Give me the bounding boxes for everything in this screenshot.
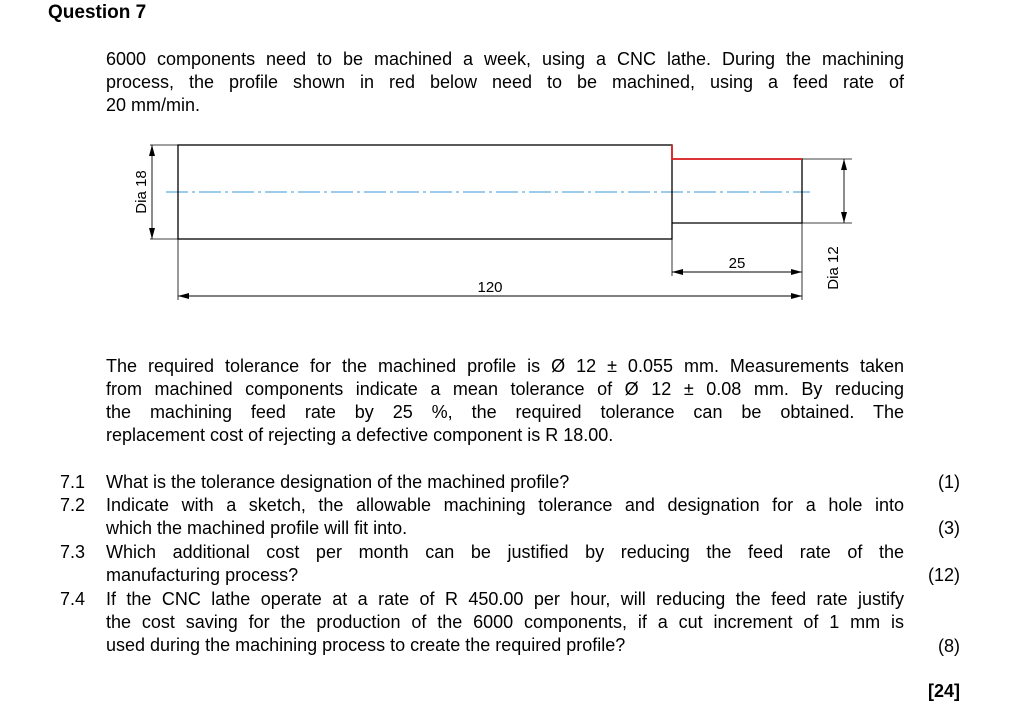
intro-line: 6000 components need to be machined a week, using a CNC lathe. During the machining [106, 49, 904, 69]
subquestion-text [106, 541, 904, 587]
subquestion-text [106, 471, 904, 494]
body-line: replacement cost of rejecting a defective component is R 18.00. [106, 425, 614, 445]
subquestion-number: 7.4 [60, 589, 86, 609]
subquestion-line: Indicate with a sketch, the allowable machining tolerance and designation for a hole into [106, 495, 904, 515]
dia12-label: Dia 12 [825, 246, 842, 290]
subquestion-marks: (8) [938, 636, 960, 656]
dia18-label: Dia 18 [133, 170, 150, 214]
intro-line: 20 mm/min. [106, 95, 201, 115]
subquestion-text [106, 588, 904, 657]
subquestion-line: the cost saving for the production of the 6000 components, if a cut increment of 1 mm is [106, 612, 904, 632]
intro-line: process, the profile shown in red below need to be machined, using a feed rate of [106, 72, 904, 92]
arrowhead [841, 212, 847, 223]
small-cylinder [672, 159, 802, 223]
subquestion-number: 7.3 [60, 542, 86, 562]
subquestion-marks: (1) [938, 472, 960, 492]
body-paragraph [106, 355, 904, 447]
arrowhead [149, 145, 155, 156]
arrowhead [178, 293, 189, 299]
subquestion-line: used during the machining process to create the required profile? [106, 635, 626, 655]
arrowhead [791, 269, 802, 275]
subquestion-number: 7.1 [60, 472, 86, 492]
length120-label: 120 [477, 279, 503, 296]
question-title: Question 7 [48, 2, 147, 23]
arrowhead [672, 269, 683, 275]
body-line: The required tolerance for the machined profile is Ø 12 ± 0.055 mm. Measurements taken [106, 356, 904, 376]
subquestion-marks: (3) [938, 518, 960, 538]
length25-label: 25 [728, 255, 746, 272]
subquestion-number: 7.2 [60, 495, 86, 515]
total-marks: [24] [927, 681, 960, 701]
subquestion-line: which the machined profile will fit into. [106, 518, 408, 538]
body-line: from machined components indicate a mean tolerance of Ø 12 ± 0.08 mm. By reducing [106, 379, 904, 399]
subquestion-line: manufacturing process? [106, 565, 299, 585]
arrowhead [149, 228, 155, 239]
subquestion-line: Which additional cost per month can be justified by reducing the feed rate of the [106, 542, 904, 562]
arrowhead [841, 159, 847, 170]
body-line: the machining feed rate by 25 %, the required tolerance can be obtained. The [106, 402, 904, 422]
subquestion-text [106, 494, 904, 540]
subquestion-marks: (12) [927, 565, 960, 585]
subquestion-line: What is the tolerance designation of the machined profile? [106, 472, 570, 492]
subquestion-line: If the CNC lathe operate at a rate of R 450.00 per hour, will reducing the feed rate justify [106, 589, 904, 609]
arrowhead [791, 293, 802, 299]
machined-profile [672, 145, 802, 159]
